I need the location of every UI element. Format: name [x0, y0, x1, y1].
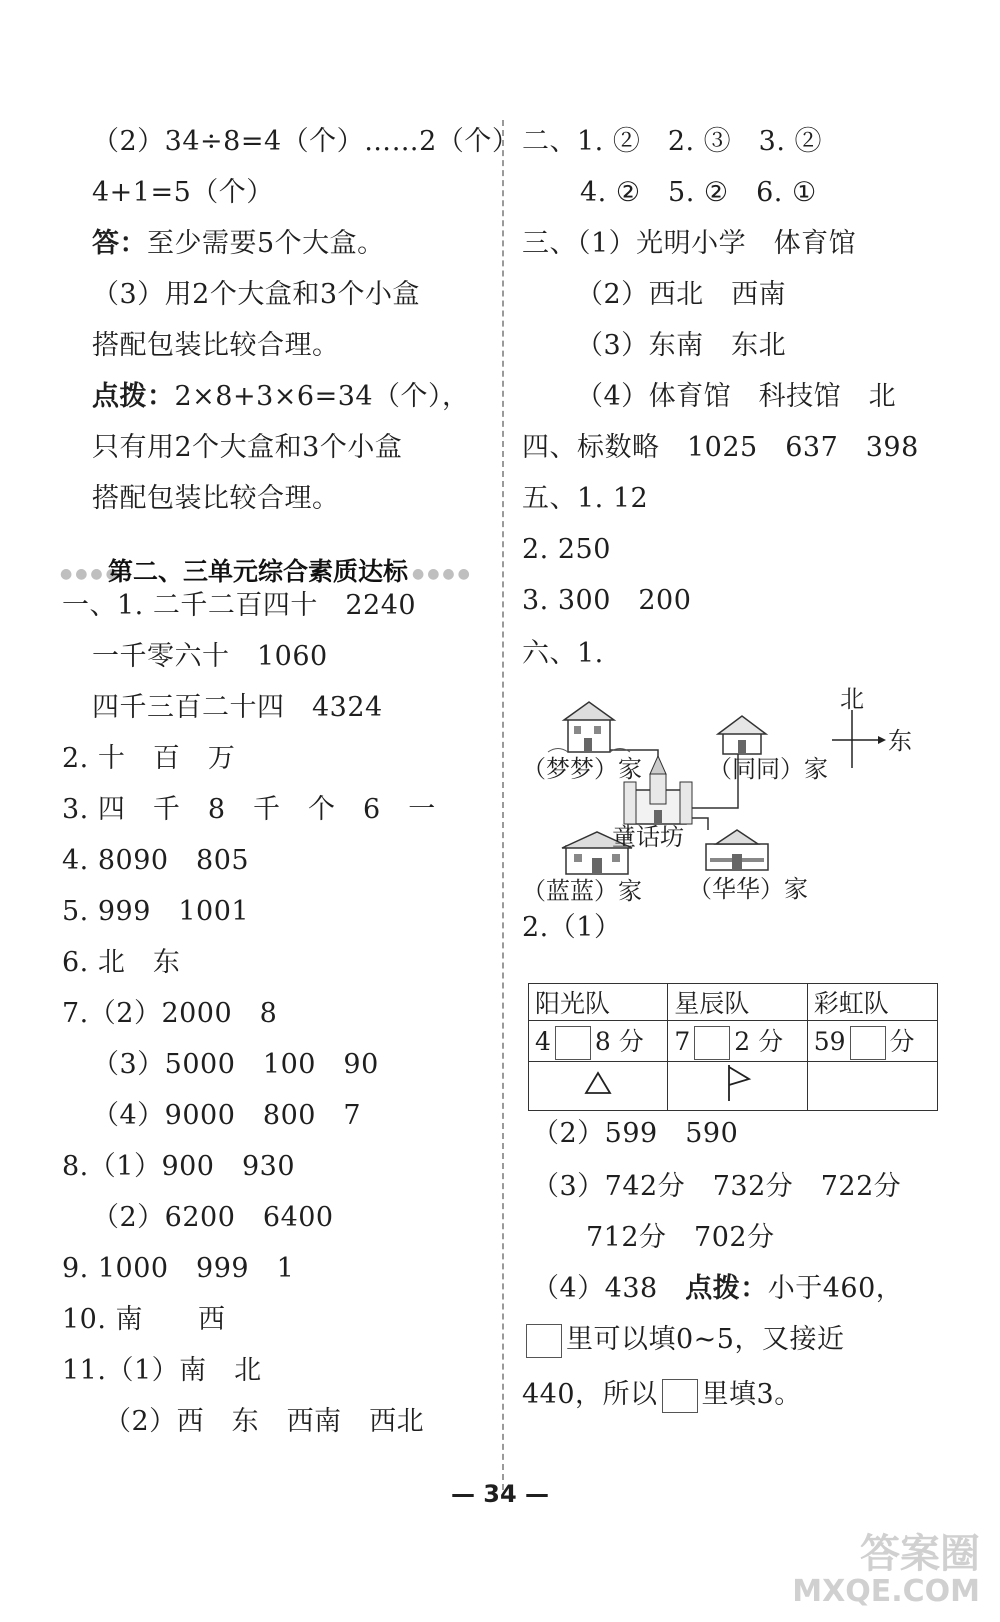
- answer-line: 712分 702分: [586, 1222, 775, 1253]
- table-cell: [807, 1062, 937, 1111]
- map-label-lanlan: （蓝蓝）家: [522, 877, 642, 905]
- hint-text: 440，所以: [522, 1379, 658, 1410]
- answer-line: 5. 999 1001: [62, 896, 250, 927]
- house-icon-tongtong: [718, 716, 766, 754]
- answer-line: 6. 北 东: [62, 947, 181, 978]
- page-number: — 34 —: [450, 1480, 550, 1508]
- answer-line: 四千三百二十四 4324: [92, 692, 383, 723]
- answer-line: （3）用2个大盒和3个小盒: [92, 279, 421, 310]
- table-row: [529, 1062, 938, 1111]
- answer-line: 三、（1）光明小学 体育馆: [522, 228, 857, 259]
- table-header-row: [529, 984, 938, 1021]
- answer-line: 3. 300 200: [522, 585, 692, 616]
- table-header-cell: 星辰队: [668, 984, 807, 1021]
- answer-line: 8.（1）900 930: [62, 1151, 296, 1182]
- hint-text: 里可以填0~5，又接近: [566, 1324, 845, 1355]
- answer-line: 4. 8090 805: [62, 845, 250, 876]
- answer-line: 四、标数略 1025 637 398: [522, 432, 919, 463]
- score-suffix: 分: [889, 1026, 915, 1056]
- hint-text: 小于460，: [767, 1273, 904, 1304]
- hint-text: 2×8+3×6=34（个），: [174, 381, 470, 412]
- triangle-icon: [583, 1069, 613, 1097]
- answer-line: 7.（2）2000 8: [62, 998, 278, 1029]
- answer-line: （2）西北 西南: [576, 279, 787, 310]
- table-row: [529, 1021, 938, 1062]
- compass-north-label: 北: [840, 685, 864, 713]
- answer-line: 11.（1）南 北: [62, 1355, 262, 1386]
- answer-line: （2）599 590: [532, 1118, 739, 1149]
- table-cell: [668, 1021, 807, 1062]
- answer-label: 答：: [92, 228, 147, 259]
- hint-text: 里填3。: [701, 1379, 802, 1410]
- answer-line: 2. 250: [522, 534, 611, 565]
- answer-line: （2）6200 6400: [92, 1202, 334, 1233]
- title-dots-left: ●●●●: [60, 566, 121, 582]
- answer-line: 二、1. ② 2. ③ 3. ②: [522, 126, 823, 157]
- blank-box: [526, 1324, 562, 1358]
- score-suffix: 2 分: [734, 1026, 784, 1056]
- direction-map: [522, 685, 938, 910]
- answer-line: 4+1=5（个）: [92, 177, 274, 208]
- answer-line: （2）34÷8=4（个）……2（个）: [92, 126, 520, 157]
- answer-line: 搭配包装比较合理。: [92, 330, 340, 361]
- hint-label: 点拨：: [685, 1273, 768, 1304]
- compass-icon: [832, 710, 886, 768]
- table-cell: [529, 1021, 668, 1062]
- hint-line: 只有用2个大盒和3个小盒: [92, 432, 403, 463]
- answer-line: （3）东南 东北: [576, 330, 787, 361]
- column-divider: [502, 120, 504, 1490]
- blank-box: [662, 1379, 698, 1413]
- score-prefix: 59: [813, 1026, 846, 1056]
- answer-line: （3）742分 732分 722分: [532, 1171, 902, 1202]
- answer-text: （4）438: [532, 1273, 686, 1304]
- answer-line: 4. ② 5. ② 6. ①: [580, 177, 817, 208]
- answer-text: 至少需要5个大盒。: [147, 228, 385, 259]
- score-table: [528, 983, 938, 1111]
- answer-line: （4）9000 800 7: [92, 1100, 362, 1131]
- map-label-huahua: （华华）家: [688, 875, 808, 903]
- hint-line: [532, 1271, 903, 1307]
- answer-line: （3）5000 100 90: [92, 1049, 379, 1080]
- hint-label: 点拨：: [92, 381, 175, 412]
- flag-icon: [721, 1063, 755, 1103]
- hint-line: [522, 1377, 802, 1413]
- answer-line: 一千零六十 1060: [92, 641, 328, 672]
- blank-box: [694, 1026, 730, 1060]
- table-header-cell: 彩虹队: [807, 984, 937, 1021]
- score-prefix: 7: [674, 1026, 691, 1056]
- hint-line: 搭配包装比较合理。: [92, 483, 340, 514]
- house-icon-mengmeng: [548, 702, 630, 752]
- compass-east-label: 东: [888, 727, 912, 755]
- answer-line: （4）体育馆 科技馆 北: [576, 381, 897, 412]
- answer-line: 2. 十 百 万: [62, 743, 236, 774]
- answer-line: 一、1. 二千二百四十 2240: [62, 590, 417, 621]
- section-title: 第二、三单元综合素质达标: [107, 557, 408, 586]
- hint-line: [92, 379, 470, 415]
- answer-line: 五、1. 12: [522, 483, 649, 514]
- score-prefix: 4: [535, 1026, 551, 1056]
- title-dots-right: ●●●●: [412, 566, 473, 582]
- watermark-url: MXQE.COM: [792, 1574, 980, 1609]
- watermark: [792, 1532, 980, 1608]
- hint-line: [522, 1322, 844, 1358]
- map-label-tongtong: （同同）家: [708, 755, 828, 783]
- watermark-logo-text: 答案圈: [860, 1531, 980, 1577]
- blank-box: [555, 1026, 591, 1060]
- table-header-cell: 阳光队: [529, 984, 668, 1021]
- table-cell: [529, 1062, 668, 1111]
- blank-box: [850, 1026, 886, 1060]
- answer-line: 9. 1000 999 1: [62, 1253, 295, 1284]
- table-cell: [668, 1062, 807, 1111]
- answer-line: （2）西 东 西南 西北: [104, 1406, 425, 1437]
- answer-line: 六、1.: [522, 638, 604, 669]
- house-icon-huahua: [706, 830, 768, 870]
- map-label-tonghuafang: 童话坊: [612, 823, 684, 851]
- answer-line: 2.（1）: [522, 912, 622, 943]
- answer-line: [92, 226, 385, 262]
- table-cell: [807, 1021, 937, 1062]
- answer-line: 3. 四 千 8 千 个 6 一: [62, 794, 436, 825]
- map-label-mengmeng: （梦梦）家: [522, 755, 642, 783]
- answer-line: 10. 南 西: [62, 1304, 226, 1335]
- score-suffix: 8 分: [594, 1026, 644, 1056]
